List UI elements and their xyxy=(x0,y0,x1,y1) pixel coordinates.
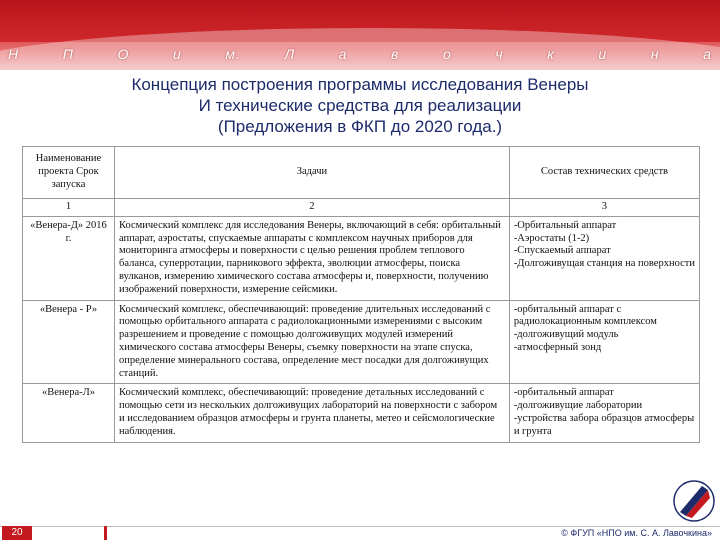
banner-letter: и xyxy=(172,46,182,62)
project-means: -Орбитальный аппарат -Аэростаты (1-2) -Спускаемый аппарат -Долгоживущая станция на поверхности xyxy=(509,216,699,300)
slide-title xyxy=(0,74,720,137)
project-name: «Венера - Р» xyxy=(23,300,115,384)
project-name: «Венера-Л» xyxy=(23,384,115,442)
banner-letter: м. xyxy=(225,46,241,62)
header-tasks: Задачи xyxy=(114,147,509,199)
project-tasks: Космический комплекс, обеспечивающий: проведение длительных исследований с помощью орбитального аппарата с радиолокационными измерениями с высоким разрешением и проведение с помощью долгоживущих модулей измерений химического состава атмосферы Венеры, съемку поверхности на этапе спуска, определение минерального состава, определение мест посадки для долгоживущих станций. xyxy=(114,300,509,384)
projects-table xyxy=(22,146,700,443)
project-name: «Венера-Д» 2016 г. xyxy=(23,216,115,300)
footer-divider xyxy=(0,526,720,527)
banner-letter: к xyxy=(547,46,555,62)
banner-letter: ч xyxy=(495,46,504,62)
header-means: Состав технических средств xyxy=(509,147,699,199)
copyright: © ФГУП «НПО им. С. А. Лавочкина» xyxy=(561,528,712,538)
header-project: Наименование проекта Срок запуска xyxy=(23,147,115,199)
column-number: 1 xyxy=(23,199,115,217)
banner-letter: в xyxy=(391,46,400,62)
table-row xyxy=(23,216,700,300)
table-number-row xyxy=(23,199,700,217)
banner-letters xyxy=(0,46,720,68)
table-row xyxy=(23,384,700,442)
banner-letter: Л xyxy=(284,46,296,62)
banner-letter: и xyxy=(598,46,608,62)
banner-letter: О xyxy=(117,46,130,62)
banner-letter: а xyxy=(703,46,712,62)
project-means: -орбитальный аппарат -долгоживущие лаборатории -устройства забора образцов атмосферы и грунта xyxy=(509,384,699,442)
table-header-row xyxy=(23,147,700,199)
banner-letter: н xyxy=(650,46,660,62)
banner-letter: о xyxy=(442,46,452,62)
table-row xyxy=(23,300,700,384)
column-number: 3 xyxy=(509,199,699,217)
footer-accent xyxy=(104,526,107,540)
column-number: 2 xyxy=(114,199,509,217)
project-tasks: Космический комплекс для исследования Венеры, включающий в себя: орбитальный аппарат, аэростаты, спускаемые аппараты с комплексом научных приборов для мониторинга атмосферы и поверхности с целью решения проблем теплового баланса, суперротации, парникового эффекта, эволюции атмосферы, поиска вулканов, измерению химического состава атмосферы и, поверхности, получению изображений поверхности, измерение сейсмики. xyxy=(114,216,509,300)
banner-letter: П xyxy=(62,46,74,62)
banner-letter: а xyxy=(338,46,348,62)
title-line-2: И технические средства для реализации xyxy=(198,96,522,115)
header-banner xyxy=(0,0,720,70)
project-means: -орбитальный аппарат с радиолокационным комплексом -долгоживущий модуль -атмосферный зонд xyxy=(509,300,699,384)
banner-letter: Н xyxy=(8,46,20,62)
project-tasks: Космический комплекс, обеспечивающий: проведение детальных исследований с помощью сети из нескольких долгоживущих лабораторий на поверхности с забором и исследованием образцов атмосферы и грунта планеты, метео и сейсмологические наблюдения. xyxy=(114,384,509,442)
title-line-3: (Предложения в ФКП до 2020 года.) xyxy=(217,117,503,136)
title-line-1: Концепция построения программы исследования Венеры xyxy=(131,75,589,94)
page-number: 20 xyxy=(2,526,32,540)
company-logo-icon xyxy=(672,478,716,524)
